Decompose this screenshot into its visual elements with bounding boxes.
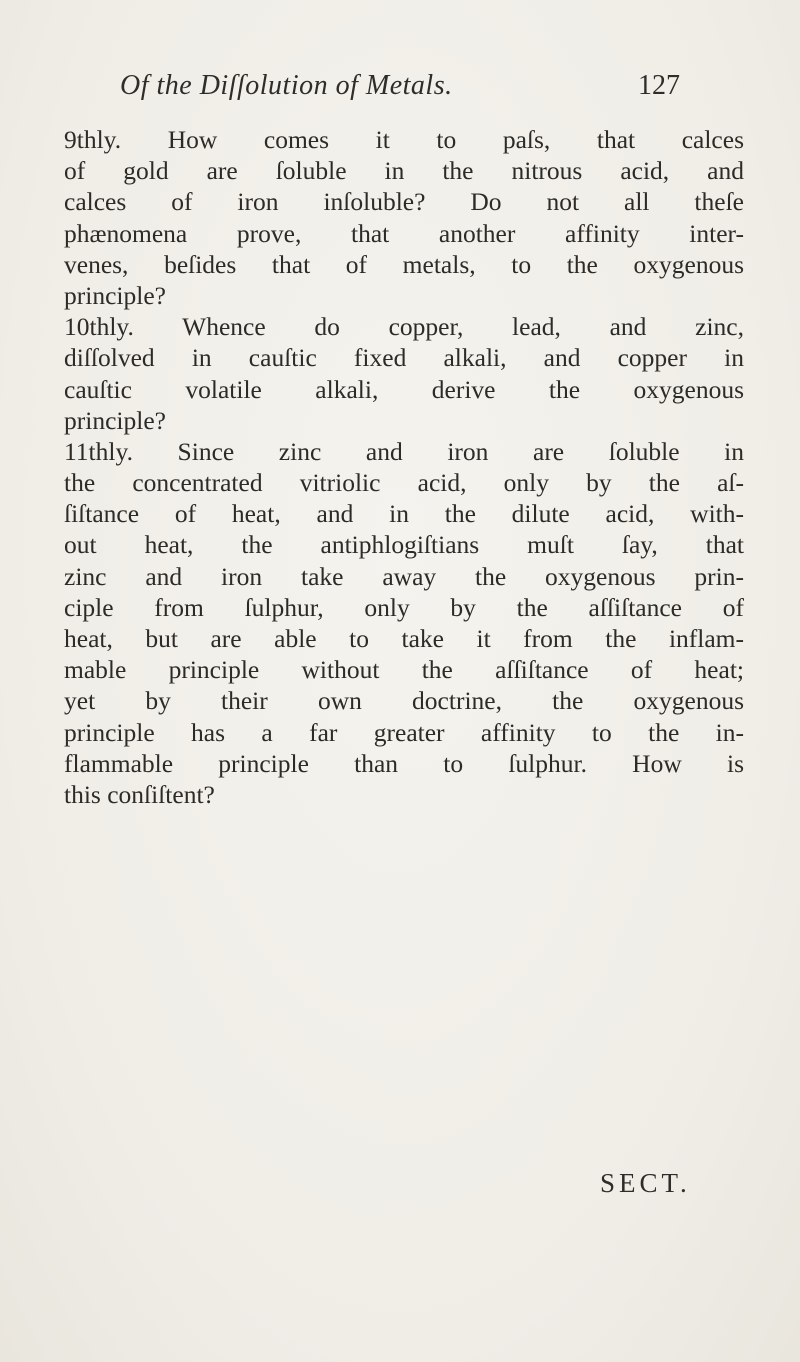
text-line: this conſiſtent? (64, 779, 215, 809)
text-line: venes, beſides that of metals, to the oxygenous (64, 249, 744, 279)
text-line: flammable principle than to ſulphur. How is (64, 748, 744, 778)
text-line: heat, but are able to take it from the inflam- (64, 624, 744, 653)
text-line: out heat, the antiphlogiſtians muſt ſay, that (64, 530, 744, 560)
text-line: cauſtic volatile alkali, derive the oxygenous (64, 374, 744, 404)
text-line: yet by their own doctrine, the oxygenous (64, 686, 744, 716)
running-head: Of the Diſſolution of Metals. (120, 70, 453, 101)
text-line: 11thly. Since zinc and iron are ſoluble in (64, 436, 744, 466)
page-header (120, 70, 680, 110)
text-line: ciple from ſulphur, only by the aſſiſtance of (64, 592, 744, 622)
text-line: phænomena prove, that another affinity inter- (64, 218, 744, 248)
text-line: diſſolved in cauſtic fixed alkali, and copper in (64, 343, 744, 373)
page-number: 127 (638, 70, 680, 101)
text-line: calces of iron inſoluble? Do not all theſe (64, 187, 744, 217)
text-line: 10thly. Whence do copper, lead, and zinc, (64, 312, 744, 342)
text-line: of gold are ſoluble in the nitrous acid, and (64, 156, 744, 186)
text-line: 9thly. How comes it to paſs, that calces (64, 125, 744, 154)
text-line: principle has a far greater affinity to the in- (64, 717, 744, 747)
text-line: ſiſtance of heat, and in the dilute acid, with- (64, 499, 744, 529)
catchword: SECT. (600, 1168, 691, 1198)
text-line: principle? (64, 405, 166, 435)
text-line: principle? (64, 280, 166, 310)
text-line: mable principle without the aſſiſtance of heat; (64, 655, 744, 685)
body-text (64, 124, 744, 810)
text-line: zinc and iron take away the oxygenous prin- (64, 561, 744, 591)
text-line: the concentrated vitriolic acid, only by the aſ- (64, 468, 744, 498)
